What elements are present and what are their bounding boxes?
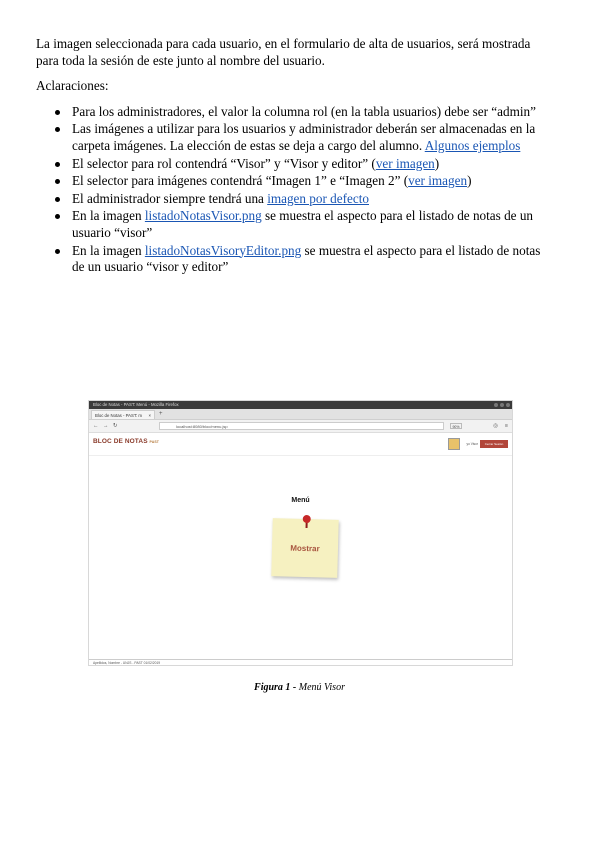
app-logo (93, 438, 159, 445)
clarifications-list (36, 104, 556, 276)
app-footer: Apellidos, Nombre - UNJS - PAST 01/02/2019 (89, 659, 512, 666)
brand-sub: PAST (149, 440, 160, 444)
list-item-text: se muestra el aspecto para el listado de notas de un usuario “visor y editor” (72, 242, 541, 275)
bullet-icon (55, 179, 60, 184)
avatar (448, 438, 460, 450)
list-item-text: Para los administradores, el valor la columna rol (en la tabla usuarios) debe ser “admin” (72, 103, 536, 119)
intro-paragraph: La imagen seleccionada para cada usuario, en el formulario de alta de usuarios, será mostrada para toda la sesión de este junto al nombre del usuario. (36, 36, 531, 68)
document-body (36, 36, 556, 277)
list-item-text: ) (467, 173, 472, 189)
logout-button: Cerrar Sesión (480, 440, 508, 448)
list-item-text: El administrador siempre tendrá una (72, 190, 268, 206)
window-title: Bloc de Notas - PAST: Menú - Mozilla Firefox (93, 402, 179, 407)
menu-title: Menú (291, 497, 310, 504)
list-item-text: ) (434, 155, 440, 171)
bullet-icon (55, 249, 60, 254)
list-item-text: En la imagen (72, 208, 145, 224)
list-item-text: En la imagen (72, 242, 145, 258)
default-image-link[interactable]: imagen por defecto (267, 190, 369, 206)
list-item-text: El selector para rol contendrá “Visor” y “Visor y editor” ( (72, 155, 376, 171)
list-item (36, 191, 556, 208)
user-name: yo Visor (466, 442, 478, 446)
maximize-icon (500, 403, 504, 407)
note-label: Mostrar (290, 543, 320, 554)
window-titlebar (89, 401, 512, 409)
list-item (36, 156, 556, 173)
pushpin-icon (303, 515, 311, 523)
browser-navbar (89, 420, 512, 433)
hamburger-menu-icon: ≡ (504, 423, 508, 429)
list-item (36, 243, 556, 276)
sticky-note (271, 518, 338, 578)
list-item (36, 104, 556, 121)
caption-text: Menú Visor (296, 682, 345, 693)
list-item (36, 173, 556, 190)
reload-icon: ↻ (113, 423, 118, 429)
close-icon (506, 403, 510, 407)
examples-link[interactable]: Algunos ejemplos (424, 137, 521, 153)
forward-icon: → (103, 423, 109, 429)
brand-name: BLOC DE NOTAS (93, 438, 148, 445)
bullet-icon (55, 214, 60, 219)
bullet-icon (55, 110, 60, 115)
list-item (36, 208, 556, 241)
tab-label: Bloc de Notas - PAST: m (95, 413, 142, 418)
list-item-text: se muestra el aspecto para el listado de notas de un usuario “visor” (72, 208, 534, 240)
new-tab-icon: + (159, 411, 163, 417)
shield-icon: ◎ (493, 423, 498, 429)
browser-tab (91, 410, 155, 419)
role-image-link[interactable]: ver imagen (375, 155, 435, 171)
browser-tabbar (89, 409, 512, 420)
list-item-text: El selector para imágenes contendrá “Imagen 1” e “Imagen 2” ( (72, 173, 409, 189)
images-selector-link[interactable]: ver imagen (408, 173, 468, 189)
app-header (89, 433, 512, 456)
clarifications-heading: Aclaraciones: (36, 78, 109, 94)
figure-caption (0, 682, 599, 693)
list-item-text: Las imágenes a utilizar para los usuarios y administrador deberán ser almacenadas en la carpeta imágenes. La elección de estas se deja a cargo del alumno. (72, 121, 536, 153)
bullet-icon (55, 127, 60, 132)
tab-close-icon: × (148, 413, 151, 418)
minimize-icon (494, 403, 498, 407)
zoom-indicator: 90% (450, 423, 462, 429)
figure-screenshot (88, 400, 513, 666)
listado-visor-editor-link[interactable]: listadoNotasVisoryEditor.png (144, 242, 302, 258)
bullet-icon (55, 197, 60, 202)
list-item (36, 121, 556, 154)
back-icon: ← (93, 423, 99, 429)
url-bar (159, 422, 444, 430)
caption-label: Figura 1 - (254, 682, 297, 693)
url-text: localhost:8080/bloc/menu.jsp (176, 424, 228, 429)
listado-visor-link[interactable]: listadoNotasVisor.png (144, 208, 262, 224)
bullet-icon (55, 162, 60, 167)
